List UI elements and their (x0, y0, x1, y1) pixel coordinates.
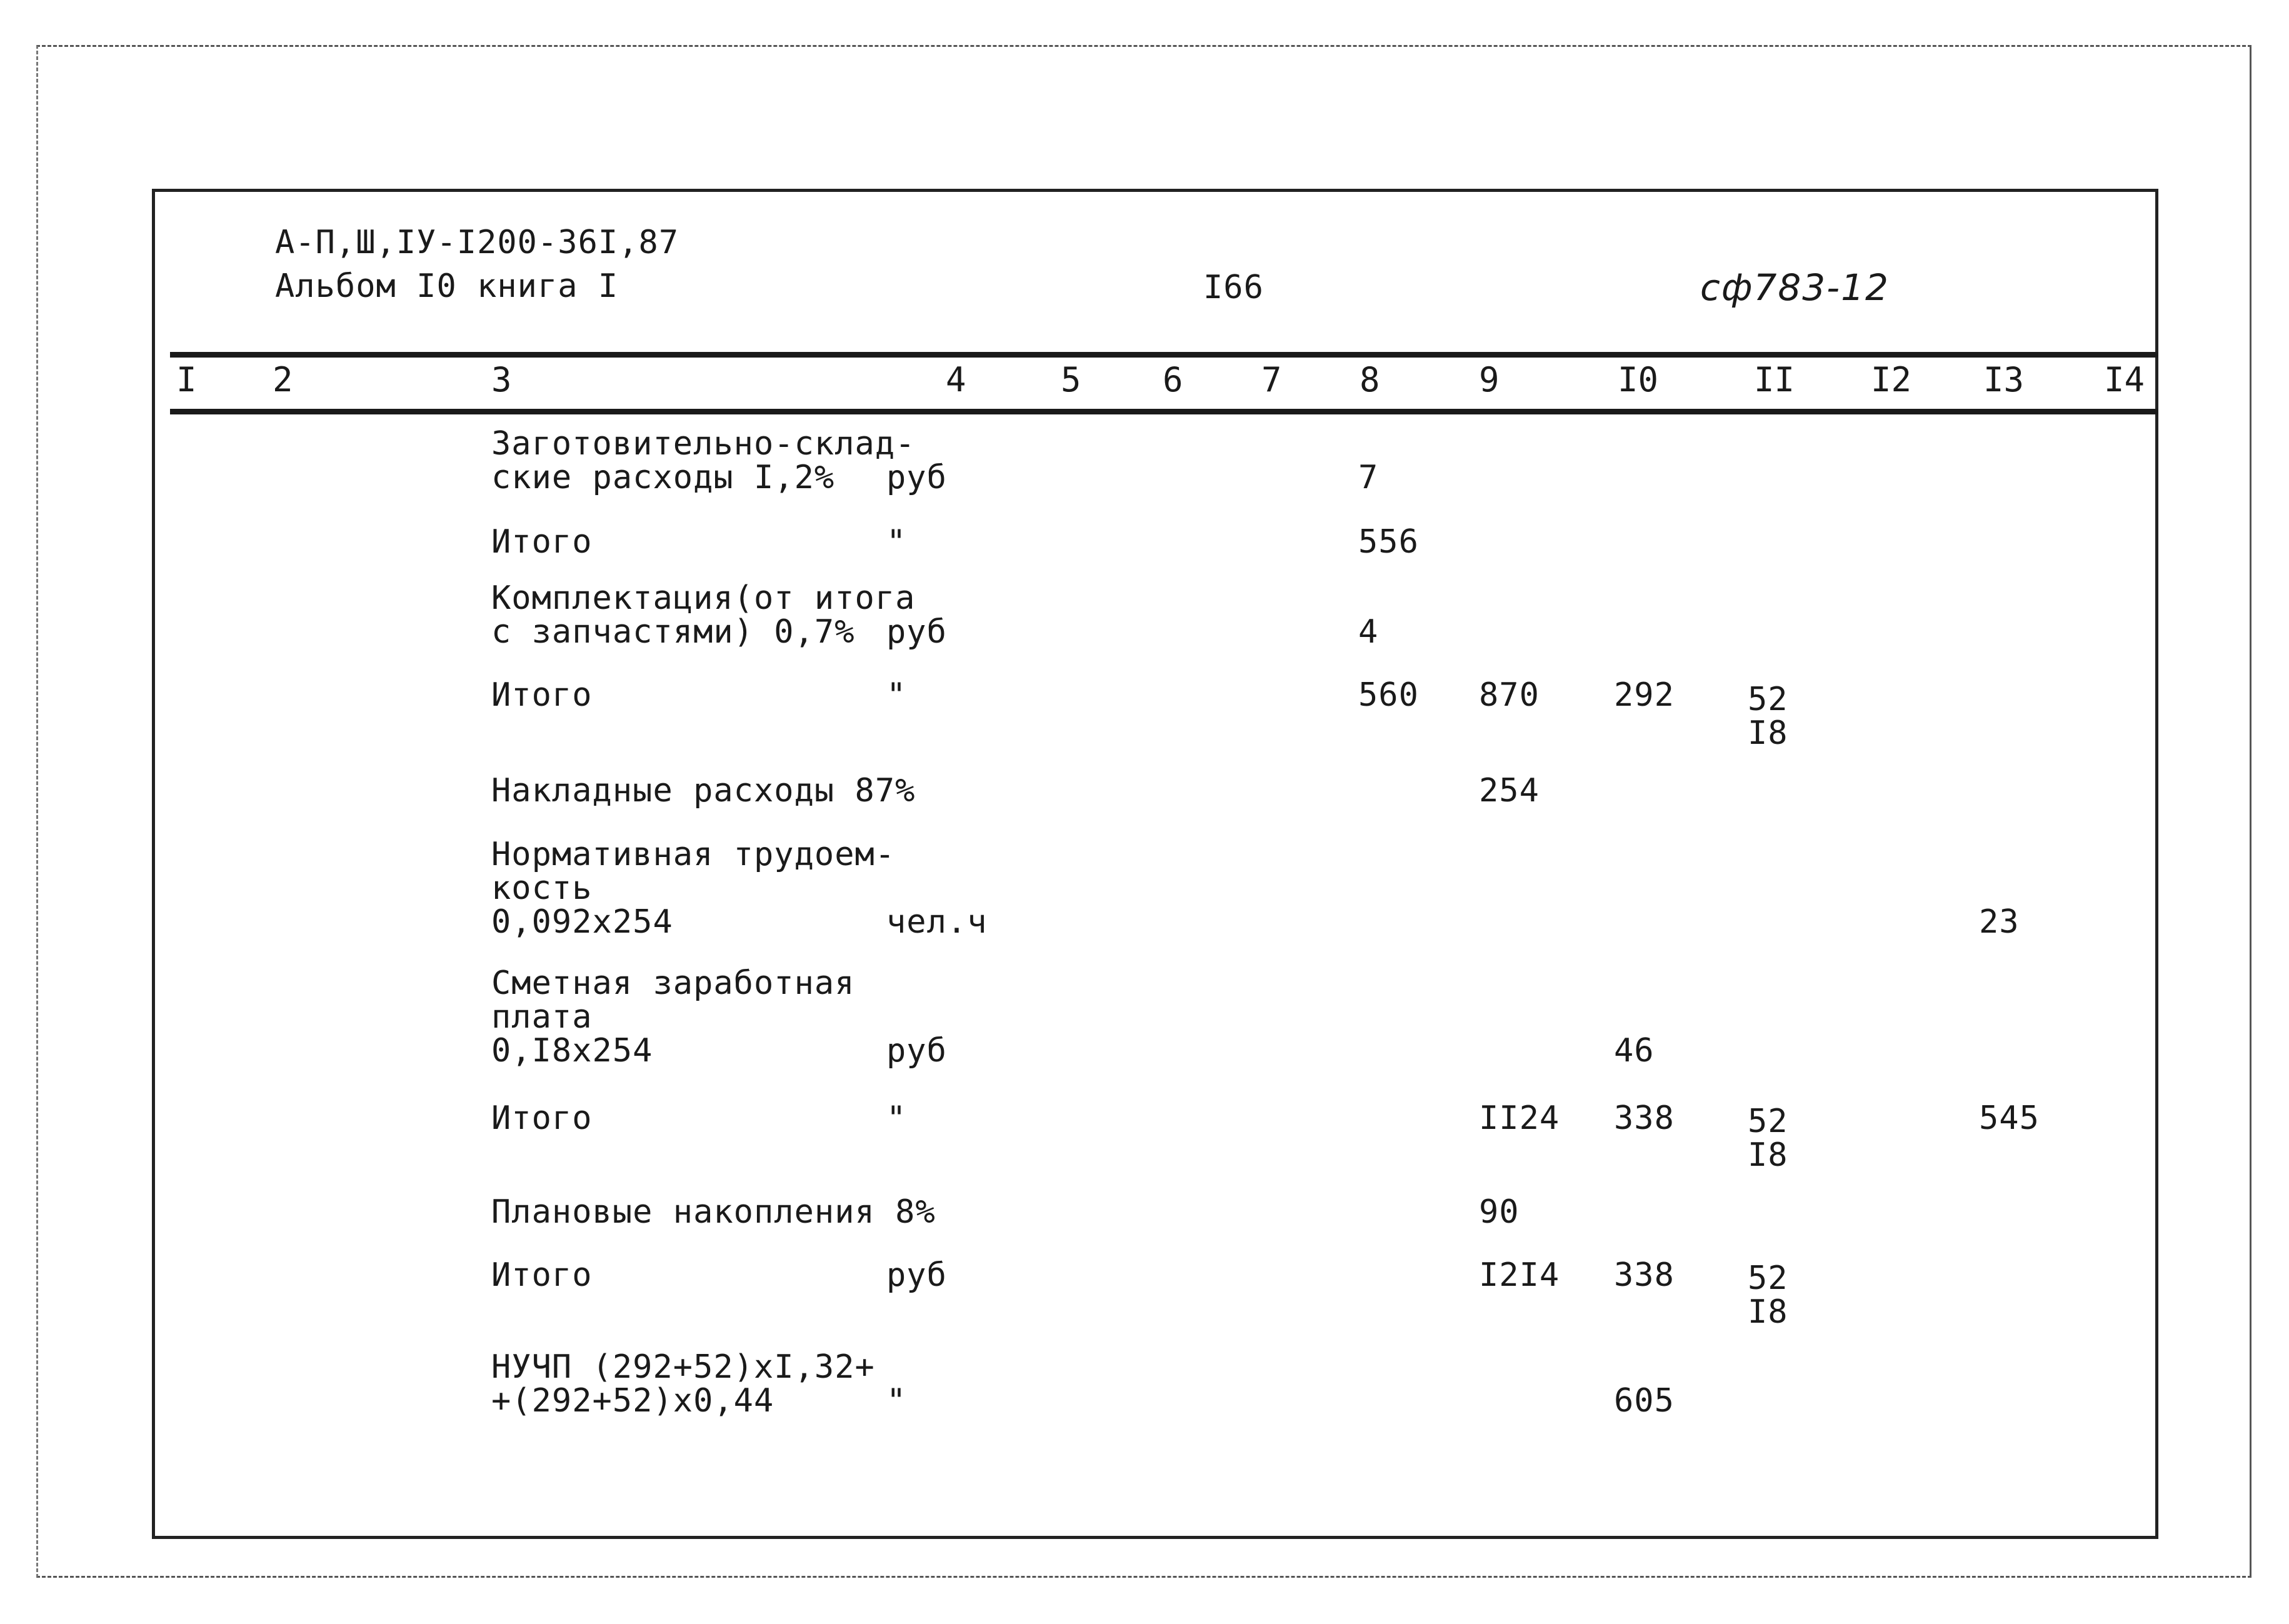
row-unit: " (886, 676, 907, 714)
document-frame (152, 189, 2158, 1539)
column-header: 8 (1360, 360, 1380, 399)
cell-col9: I2I4 (1479, 1256, 1560, 1294)
row-unit: руб (886, 459, 947, 496)
table-header-rule (170, 409, 2158, 414)
cell-col9: 870 (1479, 676, 1540, 714)
cell-col8: 556 (1358, 523, 1419, 561)
column-header: 3 (491, 360, 512, 399)
column-header: 7 (1261, 360, 1282, 399)
row-unit: руб (886, 1256, 947, 1294)
row-unit: руб (886, 1032, 947, 1070)
cell-col9: 90 (1479, 1193, 1520, 1231)
cell-col9: 254 (1479, 772, 1540, 809)
cell-col10: 338 (1614, 1256, 1675, 1294)
column-header: 2 (273, 360, 293, 399)
row-description: Итого (491, 676, 593, 714)
cell-col11: 52 I8 (1748, 1103, 1788, 1174)
cell-col11: 52 I8 (1748, 681, 1788, 752)
column-header: I4 (2104, 360, 2145, 399)
column-header: II (1754, 360, 1795, 399)
column-header: I0 (1618, 360, 1659, 399)
row-unit: " (886, 1382, 907, 1420)
cell-col11: 52 I8 (1748, 1260, 1788, 1331)
column-header: I3 (1983, 360, 2025, 399)
column-header: 5 (1061, 360, 1081, 399)
cell-col13: 545 (1979, 1100, 2040, 1137)
row-description: Сметная заработная плата 0,I8x254 (491, 965, 855, 1070)
cell-col8: 7 (1358, 459, 1379, 496)
cell-col8: 560 (1358, 676, 1419, 714)
row-description: Комплектация(от итога с запчастями) 0,7% (491, 579, 916, 651)
cell-col10: 605 (1614, 1382, 1675, 1420)
cell-col8: 4 (1358, 613, 1379, 651)
row-description: НУЧП (292+52)xI,32+ +(292+52)x0,44 (491, 1348, 875, 1420)
row-unit: " (886, 523, 907, 561)
row-description: Плановые накопления 8% (491, 1193, 936, 1231)
row-unit: " (886, 1100, 907, 1137)
cell-col10: 46 (1614, 1032, 1655, 1070)
row-description: Итого (491, 1256, 593, 1294)
column-header: 4 (946, 360, 966, 399)
column-header: 9 (1479, 360, 1500, 399)
cell-col13: 23 (1979, 903, 2020, 941)
column-header: I (176, 360, 197, 399)
row-description: Итого (491, 523, 593, 561)
document-code: А-П,Ш,IУ-I200-36I,87 (275, 224, 679, 261)
column-header: I2 (1871, 360, 1912, 399)
row-description: Нормативная трудоем- кость 0,092x254 (491, 836, 896, 941)
album-label: Альбом I0 книга I (275, 268, 619, 305)
column-header: 6 (1163, 360, 1183, 399)
cell-col9: II24 (1479, 1100, 1560, 1137)
row-unit: чел.ч (886, 903, 988, 941)
cell-col10: 292 (1614, 676, 1675, 714)
cell-col10: 338 (1614, 1100, 1675, 1137)
row-description: Итого (491, 1100, 593, 1137)
table-top-rule (170, 352, 2158, 358)
page-number: I66 (1203, 269, 1264, 306)
row-unit: руб (886, 613, 947, 651)
row-description: Заготовительно-склад- ские расходы I,2% (491, 425, 916, 496)
handwritten-stamp: сф783-12 (1700, 266, 1890, 309)
row-description: Накладные расходы 87% (491, 772, 916, 809)
